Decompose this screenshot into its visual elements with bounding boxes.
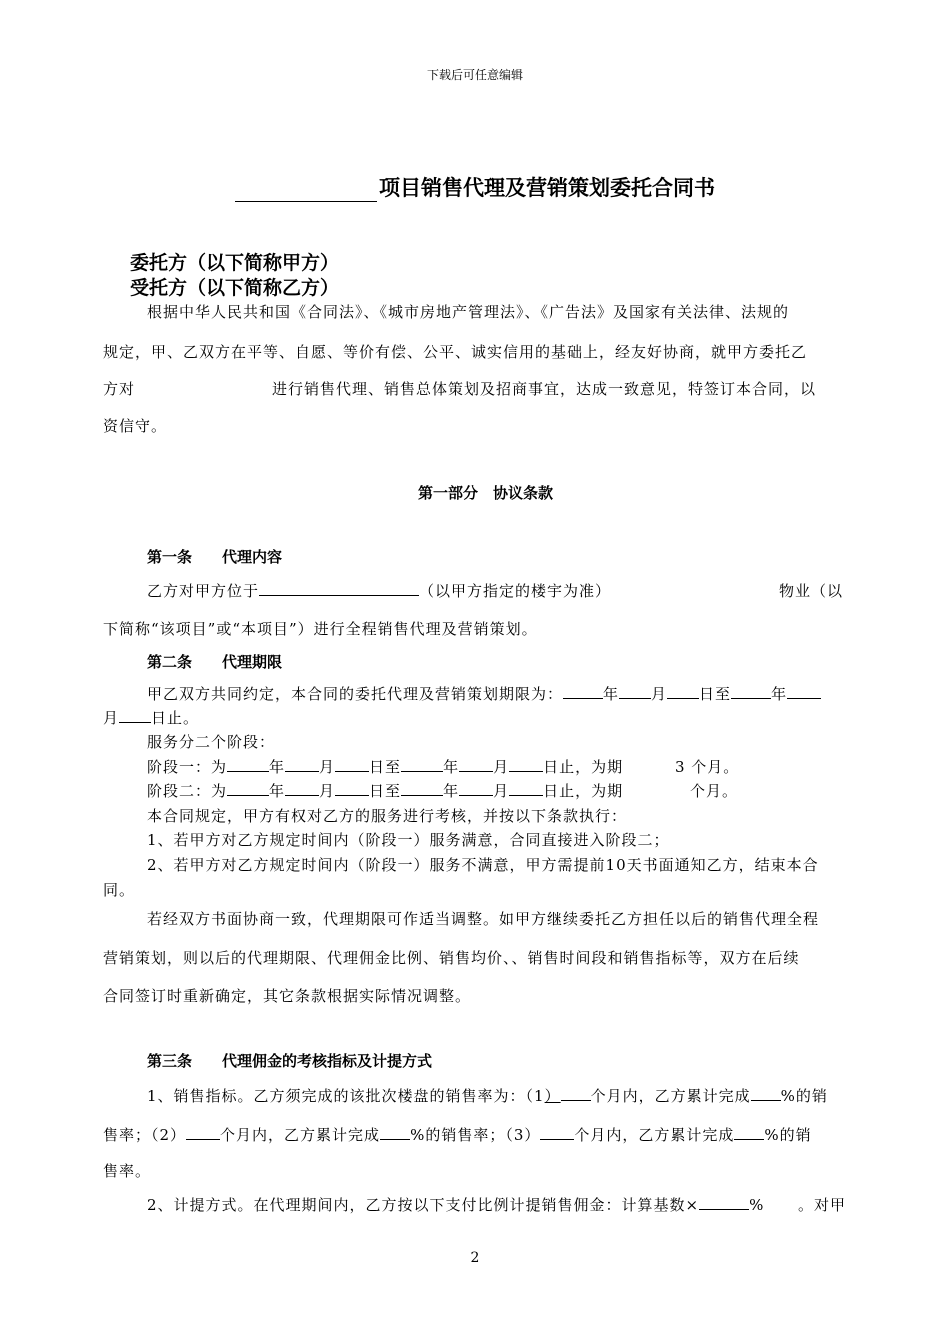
article-3-line-4 — [147, 1194, 764, 1215]
month-label: 月 — [493, 782, 510, 800]
blank — [285, 757, 319, 772]
blank — [401, 757, 443, 772]
sales-target-text: 个月内，乙方累计完成 — [574, 1126, 735, 1144]
intro-line-4: 资信守。 — [103, 417, 168, 435]
intro-line-3a: 方对 — [103, 380, 136, 398]
blank — [335, 781, 369, 796]
article-2-line-12: 合同签订时重新确定，其它条款根据实际情况调整。 — [103, 987, 472, 1005]
article-3-heading: 第三条 代理佣金的考核指标及计提方式 — [147, 1052, 433, 1070]
year-label: 年 — [443, 758, 460, 776]
blank — [667, 684, 699, 699]
title-blank — [235, 181, 377, 202]
blank — [563, 684, 603, 699]
art1-text-a: 乙方对甲方位于 — [147, 582, 260, 600]
article-3-line-4c: 。对甲 — [798, 1196, 847, 1214]
page-number: 2 — [470, 1250, 480, 1266]
month-label: 月 — [319, 758, 336, 776]
commission-text: 2、计提方式。在代理期间内，乙方按以下支付比例计提销售佣金：计算基数× — [147, 1196, 700, 1214]
year-label: 年 — [771, 685, 788, 703]
blank — [380, 1125, 410, 1140]
location-blank — [259, 581, 419, 596]
sales-target-text: 个月内，乙方累计完成 — [220, 1126, 381, 1144]
blank — [699, 1195, 749, 1210]
day-end-label: 日止，为期 — [543, 782, 624, 800]
article-2-line-9: 同。 — [103, 881, 136, 899]
year-label: 年 — [269, 758, 286, 776]
stage-2-label: 阶段二：为 — [147, 782, 228, 800]
day-end-label: 日止，为期 — [543, 758, 624, 776]
year-label: 年 — [269, 782, 286, 800]
sales-target-text: %的销 — [780, 1087, 828, 1105]
title-text: 项目销售代理及营销策划委托合同书 — [379, 176, 715, 200]
intro-line-3b: 进行销售代理、销售总体策划及招商事宜，达成一致意见，特签订本合同，以 — [272, 380, 817, 398]
stage-1-label: 阶段一：为 — [147, 758, 228, 776]
article-1-line-2: 下简称“该项目”或“本项目”）进行全程销售代理及营销策划。 — [103, 620, 538, 638]
article-1-line-1c: 物业（以 — [779, 582, 844, 600]
blank — [734, 1125, 764, 1140]
article-3-line-2 — [103, 1124, 812, 1145]
year-label: 年 — [603, 685, 620, 703]
blank — [561, 1086, 591, 1101]
month-label: 月 — [319, 782, 336, 800]
blank — [731, 684, 771, 699]
party-a: 委托方（以下简称甲方） — [130, 252, 340, 274]
stage-1-months: 3 个月。 — [675, 758, 740, 776]
article-2-line-1 — [147, 683, 821, 704]
month-label: 月 — [103, 709, 120, 727]
blank — [227, 781, 269, 796]
day-to-label: 日至 — [369, 758, 402, 776]
blank — [540, 1125, 574, 1140]
article-3-line-1 — [147, 1085, 828, 1106]
article-2-line-2 — [103, 707, 199, 728]
article-2-line-11: 营销策划，则以后的代理期限、代理佣金比例、销售均价、、销售时间段和销售指标等，双方在后续 — [103, 949, 800, 967]
article-2-line-8: 2、若甲方对乙方规定时间内（阶段一）服务不满意，甲方需提前10天书面通知乙方，结束本合 — [147, 856, 819, 874]
article-1-line-1 — [147, 580, 611, 601]
blank — [285, 781, 319, 796]
intro-line-1: 根据中华人民共和国《合同法》、《城市房地产管理法》、《广告法》及国家有关法律、法规的 — [147, 303, 790, 321]
article-2-line-7: 1、若甲方对乙方规定时间内（阶段一）服务满意，合同直接进入阶段二； — [147, 831, 670, 849]
percent-sign: % — [749, 1196, 765, 1214]
stage-2-line — [147, 780, 623, 801]
month-label: 月 — [651, 685, 668, 703]
party-b: 受托方（以下简称乙方） — [130, 277, 340, 299]
blank — [619, 684, 651, 699]
article-2-line-3: 服务分二个阶段： — [147, 733, 276, 751]
page-header: 下载后可任意编辑 — [426, 68, 523, 82]
intro-line-2: 规定，甲、乙双方在平等、自愿、等价有偿、公平、诚实信用的基础上，经友好协商，就甲方委托乙 — [103, 343, 808, 361]
article-2-line-6: 本合同规定，甲方有权对乙方的服务进行考核，并按以下条款执行： — [147, 807, 628, 825]
year-label: 年 — [443, 782, 460, 800]
blank — [401, 781, 443, 796]
day-to-label: 日至 — [369, 782, 402, 800]
blank — [509, 781, 543, 796]
sales-target-text: 售率；（2） — [103, 1126, 187, 1144]
document-title — [0, 172, 950, 202]
article-2-line-10: 若经双方书面协商一致，代理期限可作适当调整。如甲方继续委托乙方担任以后的销售代理全程 — [147, 910, 820, 928]
paren: ） — [544, 1087, 561, 1105]
month-label: 月 — [493, 758, 510, 776]
day-end-label: 日止。 — [151, 709, 200, 727]
blank — [787, 684, 821, 699]
stage-1-line — [147, 756, 623, 777]
sales-target-text: 1、销售指标。乙方须完成的该批次楼盘的销售率为：（1 — [147, 1087, 545, 1105]
sales-target-text: %的销 — [764, 1126, 812, 1144]
blank — [227, 757, 269, 772]
blank — [751, 1086, 781, 1101]
sales-target-text: %的销售率；（3） — [410, 1126, 541, 1144]
part-heading: 第一部分 协议条款 — [418, 484, 554, 502]
blank — [459, 781, 493, 796]
article-2-heading: 第二条 代理期限 — [147, 653, 283, 671]
blank — [119, 708, 151, 723]
article-1-heading: 第一条 代理内容 — [147, 548, 283, 566]
article-3-line-3: 售率。 — [103, 1162, 152, 1180]
term-text: 甲乙双方共同约定，本合同的委托代理及营销策划期限为： — [147, 685, 564, 703]
stage-2-months: 个月。 — [690, 782, 739, 800]
blank — [509, 757, 543, 772]
blank — [459, 757, 493, 772]
blank — [335, 757, 369, 772]
sales-target-text: 个月内，乙方累计完成 — [590, 1087, 751, 1105]
day-to-label: 日至 — [699, 685, 732, 703]
blank — [186, 1125, 220, 1140]
art1-text-b: （以甲方指定的楼宇为准） — [419, 582, 612, 600]
